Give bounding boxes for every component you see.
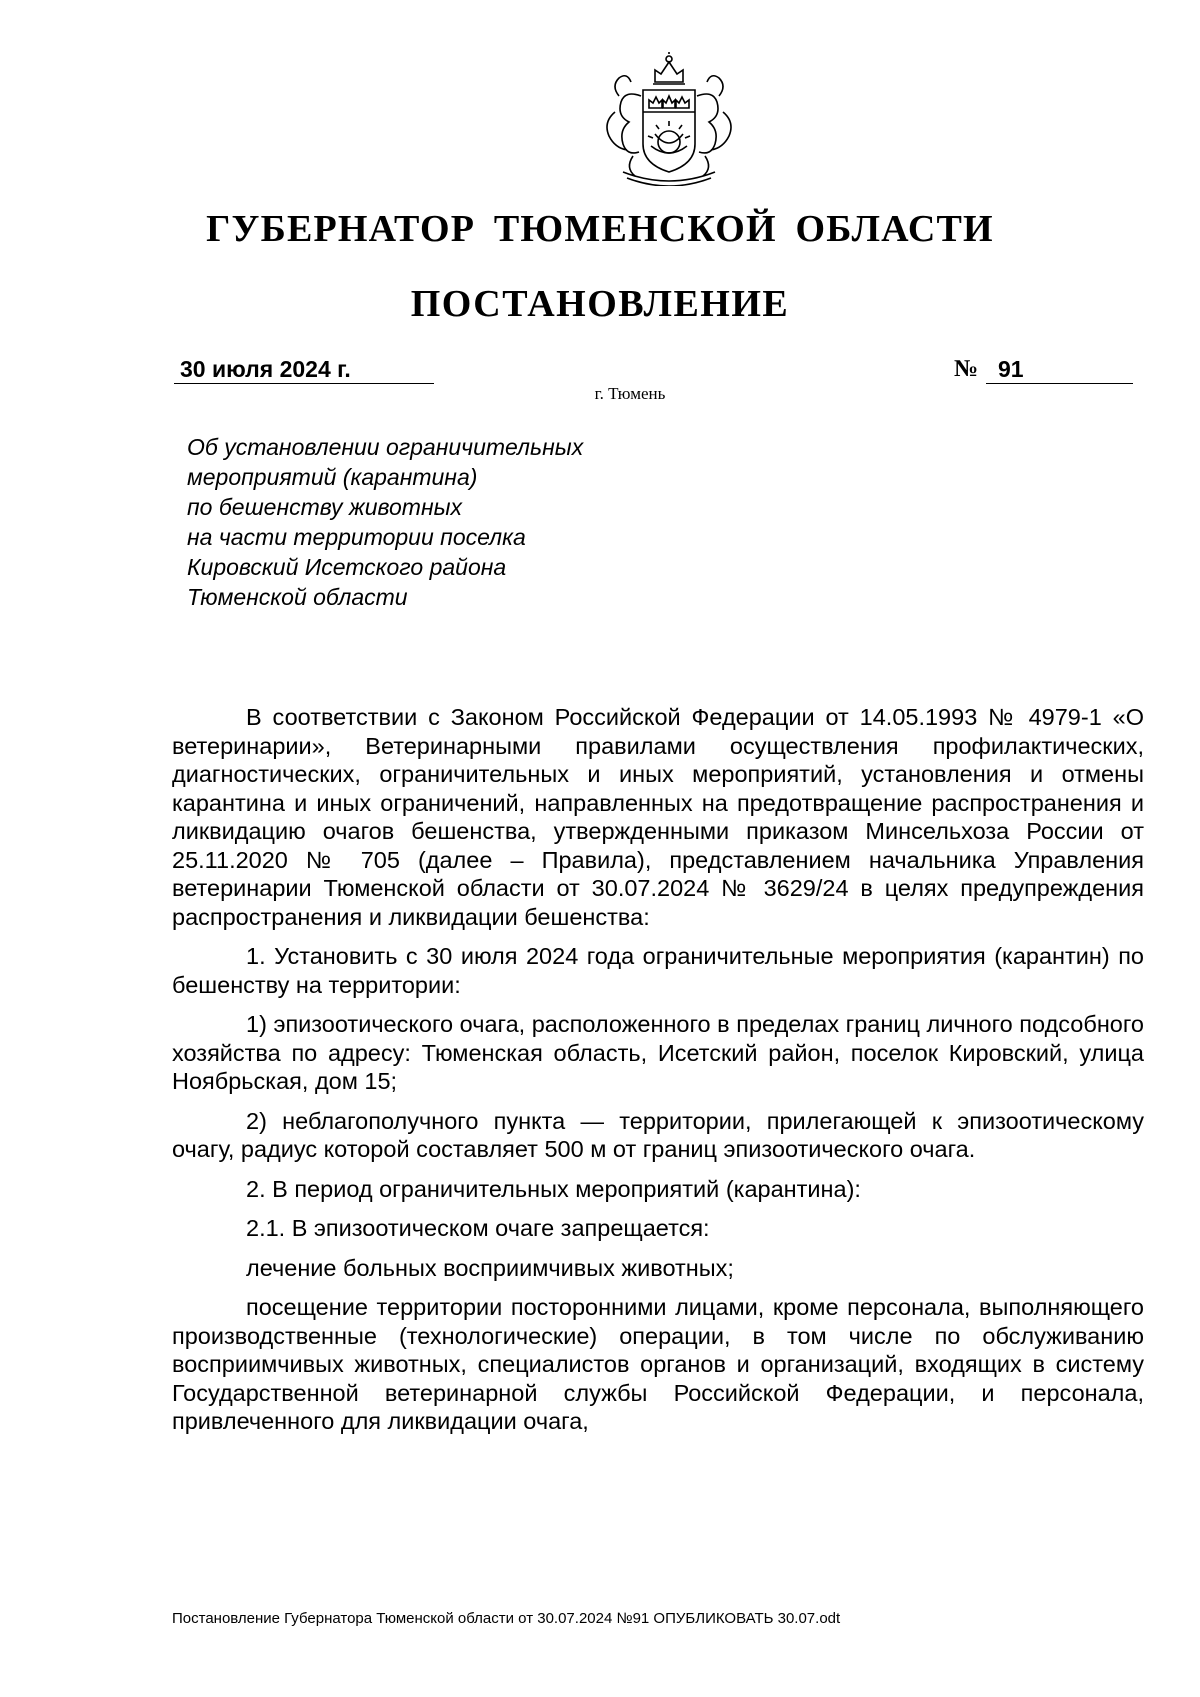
body-paragraph-item-1-2: 2) неблагополучного пункта — территории, прилегающей к эпизоотическому очагу, радиус которой составляет 500 м от границ эпизоотического очага. [172, 1107, 1144, 1162]
footer-filename: Постановление Губернатора Тюменской области от 30.07.2024 №91 ОПУБЛИКОВАТЬ 30.07.odt [172, 1610, 841, 1627]
document-body [172, 703, 1144, 1436]
subject-line: по бешенству животных [187, 494, 463, 520]
issuer-title: ГУБЕРНАТОР ТЮМЕНСКОЙ ОБЛАСТИ [206, 208, 994, 250]
body-paragraph-preamble: В соответствии с Законом Российской Федерации от 14.05.1993 № 4979-1 «О ветеринарии», Ветеринарными правилами осуществления профилактических, диагностических, ограничительных и иных мероприятий, установления и отмены карантина и иных ограничений, направленных на предотвращение распространения и ликвидацию очагов бешенства, утвержденными приказом Минсельхоза России от 25.11.2020 № 705 (далее – Правила), представлением начальника Управления ветеринарии Тюменской области от 30.07.2024 № 3629/24 в целях предупреждения распространения и ликвидации бешенства: [172, 704, 1144, 930]
body-paragraph-prohibition-1: лечение больных восприимчивых животных; [246, 1254, 734, 1281]
body-paragraph-item-2-1: 2.1. В эпизоотическом очаге запрещается: [246, 1215, 710, 1241]
document-number-field [986, 355, 1133, 384]
document-type-title: ПОСТАНОВЛЕНИЕ [410, 283, 790, 325]
coat-of-arms-icon [589, 52, 749, 186]
body-paragraph-item-2: 2. В период ограничительных мероприятий (карантина): [246, 1175, 861, 1202]
body-paragraph-prohibition-2: посещение территории посторонними лицами, кроме персонала, выполняющего производственные (технологические) операции, в том числе по обслуживанию восприимчивых животных, специалистов органов и организаций, входящих в систему Государственной ветеринарной службы Российской Федерации, и персонала, привлеченного для ликвидации очага, [172, 1294, 1144, 1434]
subject-line: Об установлении ограничительных [187, 434, 584, 460]
document-date: 30 июля 2024 г. [180, 356, 351, 382]
body-paragraph-item-1: 1. Установить с 30 июля 2024 года ограничительные мероприятия (карантин) по бешенству на территории: [172, 943, 1144, 998]
document-date-field [174, 355, 434, 384]
document-subject [187, 432, 583, 612]
subject-line: Кировский Исетского района [187, 554, 507, 580]
number-sign-label: № [954, 356, 979, 382]
subject-line: Тюменской области [187, 584, 408, 610]
subject-line: на части территории поселка [187, 524, 526, 550]
document-number: 91 [998, 356, 1024, 382]
subject-line: мероприятий (карантина) [187, 464, 478, 490]
body-paragraph-item-1-1: 1) эпизоотического очага, расположенного в пределах границ личного подсобного хозяйства по адресу: Тюменская область, Исетский район, поселок Кировский, улица Ноябрьская, дом 15; [172, 1011, 1144, 1094]
city-label: г. Тюмень [594, 384, 666, 403]
